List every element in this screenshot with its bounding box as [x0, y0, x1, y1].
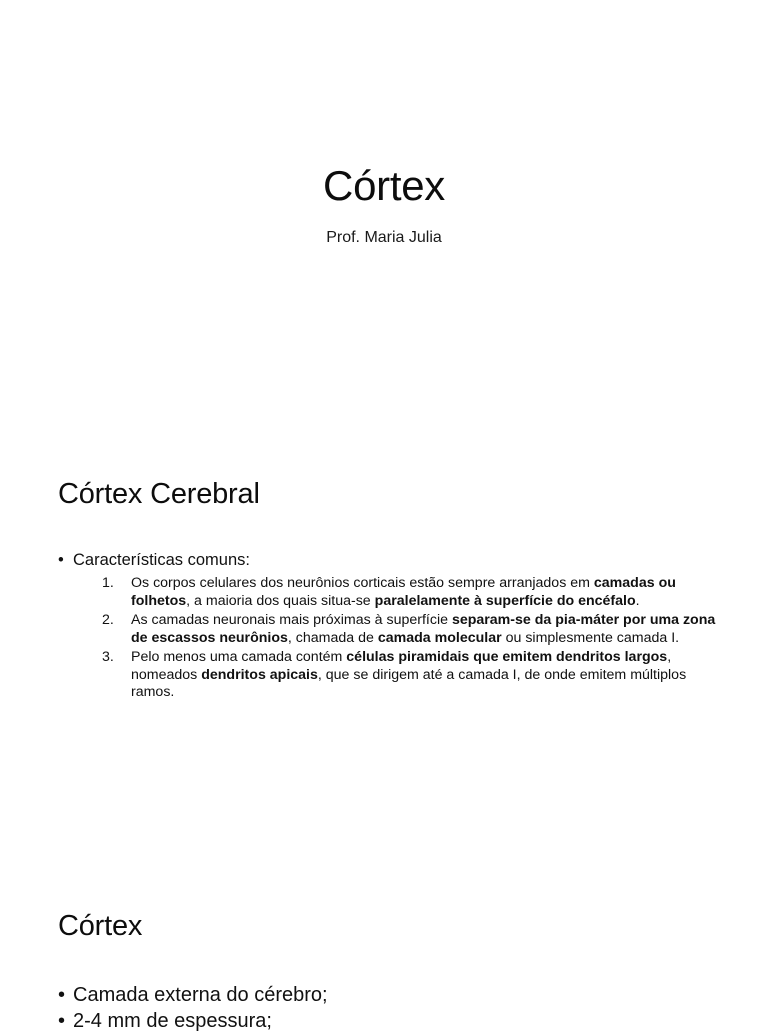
- bullet-item: [58, 982, 718, 1008]
- title-slide: [0, 0, 768, 430]
- bullet-item: [58, 1008, 718, 1034]
- body-text: , a maioria dos quais situa-se: [186, 592, 375, 609]
- bullet-item: [58, 550, 718, 702]
- emphasis-text: separam-se da pia-máter por uma zona de escassos neurônios: [131, 612, 716, 646]
- content-slide-cortex: [0, 870, 768, 1032]
- bullet-list: [58, 982, 718, 1034]
- bullet-text: Características comuns:: [73, 551, 250, 569]
- emphasis-text: dendritos apicais: [201, 666, 318, 683]
- body-text: ou simplesmente camada I.: [501, 629, 680, 646]
- emphasis-text: paralelamente à superfície do encéfalo: [374, 592, 636, 609]
- emphasis-text: células piramidais que emitem dendritos largos: [346, 649, 668, 665]
- bullet-text: 2-4 mm de espessura;: [73, 1010, 272, 1032]
- body-text: , chamada de: [287, 629, 378, 646]
- list-number: 2.: [102, 612, 114, 628]
- slide-heading: Córtex: [58, 910, 143, 942]
- numbered-list: [73, 575, 718, 702]
- slide-heading: Córtex Cerebral: [58, 478, 260, 510]
- list-number: 3.: [102, 649, 114, 665]
- slide-subtitle: Prof. Maria Julia: [326, 229, 442, 246]
- emphasis-text: camada molecular: [377, 629, 502, 646]
- numbered-list-item: [73, 612, 718, 647]
- bullet-list: [58, 550, 718, 704]
- list-number: 1.: [102, 575, 114, 591]
- numbered-list-item: [73, 649, 718, 702]
- body-text: , que se dirigem até a camada I, de onde emitem múltiplos ramos.: [131, 666, 687, 700]
- body-text: , nomeados: [131, 649, 672, 683]
- body-text: Pelo menos uma camada contém: [131, 649, 347, 665]
- numbered-list-item: [73, 575, 718, 610]
- bullet-text: Camada externa do cérebro;: [73, 984, 328, 1006]
- body-text: Os corpos celulares dos neurônios corticais estão sempre arranjados em: [131, 575, 594, 591]
- body-text: .: [635, 592, 640, 609]
- content-slide-cortex-cerebral: [0, 430, 768, 870]
- slide-title: Córtex: [323, 162, 445, 209]
- emphasis-text: camadas ou folhetos: [131, 575, 676, 609]
- body-text: As camadas neuronais mais próximas à superfície: [131, 612, 452, 628]
